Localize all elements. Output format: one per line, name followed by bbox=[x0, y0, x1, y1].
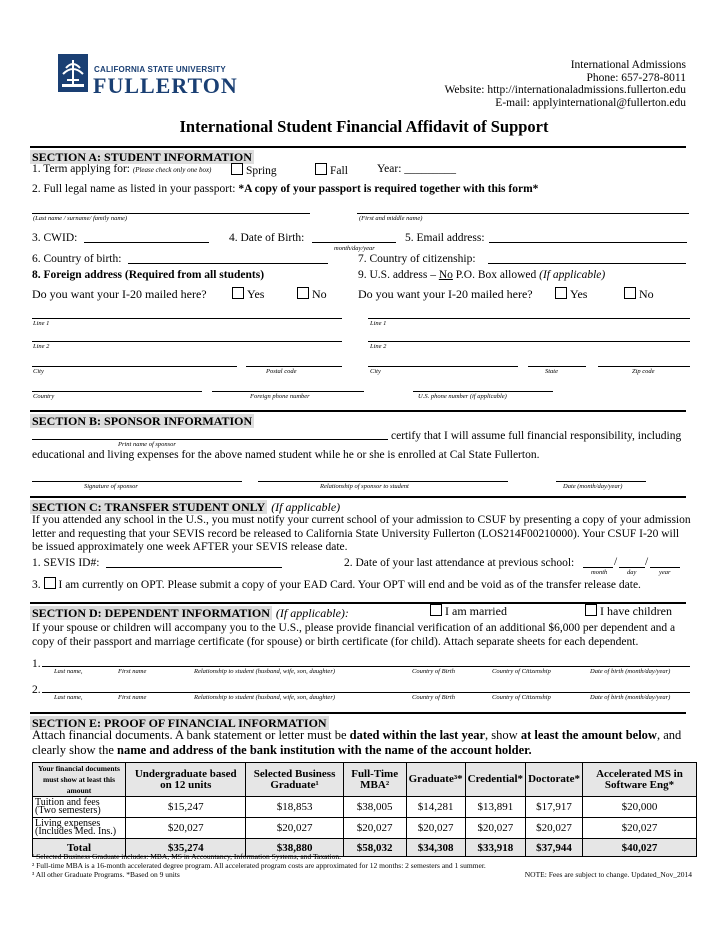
term-label: 1. Term applying for: bbox=[32, 163, 130, 175]
dep2-citizenship-caption: Country of Citizenship bbox=[492, 694, 551, 701]
dependent-2-number: 2. bbox=[32, 684, 41, 696]
sevis-line[interactable] bbox=[106, 567, 282, 568]
date-slash-1: / bbox=[614, 556, 618, 568]
last-name-caption: (Last name / surname/ family name) bbox=[33, 215, 128, 222]
us-no-label: No bbox=[639, 287, 654, 301]
foreign-address-label: 8. Foreign address (Required from all students) bbox=[32, 269, 265, 281]
us-phone-caption: U.S. phone number (if applicable) bbox=[418, 393, 507, 400]
us-address-no: No bbox=[438, 269, 453, 281]
spring-option[interactable] bbox=[231, 163, 277, 177]
us-phone-line[interactable] bbox=[413, 391, 553, 392]
fin-text-7: name and address of the bank institution with the name of the account holder. bbox=[117, 743, 532, 757]
table-cell: $14,281 bbox=[406, 797, 465, 818]
foreign-city-caption: City bbox=[33, 368, 44, 375]
contact-block bbox=[445, 59, 687, 109]
dependent-paragraph: If your spouse or children will accompany you to the U.S., please provide financial verification of an additional $6,000 per dependent and a copy of their passport and marriage certificate (for spouse) or birth certificate (for child). Attach separate sheets for each dependent. bbox=[32, 622, 676, 648]
fall-option[interactable] bbox=[315, 163, 348, 177]
opt-checkbox[interactable] bbox=[44, 577, 56, 589]
foreign-phone-line[interactable] bbox=[212, 391, 364, 392]
last-attendance-day-line[interactable] bbox=[619, 567, 645, 568]
us-i20-question: Do you want your I-20 mailed here? bbox=[358, 287, 533, 301]
foreign-phone-caption: Foreign phone number bbox=[250, 393, 310, 400]
us-line1-caption: Line 1 bbox=[370, 320, 387, 327]
sponsor-name-caption: Print name of sponsor bbox=[118, 441, 176, 448]
section-b-header bbox=[30, 410, 686, 427]
last-name-line[interactable] bbox=[32, 213, 310, 214]
university-logo bbox=[58, 54, 248, 96]
foreign-city-line[interactable] bbox=[32, 366, 237, 367]
dependent-1-line[interactable] bbox=[42, 666, 690, 667]
table-header: Full-Time MBA² bbox=[343, 763, 406, 797]
table-cell: $13,891 bbox=[465, 797, 525, 818]
country-birth-label: 6. Country of birth: bbox=[32, 253, 122, 265]
dep2-dob-caption: Date of birth (month/day/year) bbox=[590, 694, 671, 701]
dep2-first-caption: First name bbox=[118, 694, 147, 701]
children-option[interactable] bbox=[585, 604, 672, 619]
section-c-header bbox=[30, 496, 686, 513]
footnote-2: ² Full-time MBA is a 16-month accelerated degree program. All accelerated program costs are approximated for 12 months: 2 semesters and 1 summer. bbox=[32, 861, 486, 870]
dependent-1-number: 1. bbox=[32, 658, 41, 670]
opt-number: 3. bbox=[32, 579, 41, 591]
dob-caption: month/day/year bbox=[334, 245, 375, 252]
term-note: (Please check only one box) bbox=[132, 166, 212, 174]
date-slash-2: / bbox=[645, 556, 649, 568]
first-name-line[interactable] bbox=[357, 213, 689, 214]
us-address-prefix: 9. U.S. address – bbox=[358, 269, 436, 281]
section-d-title: SECTION D: DEPENDENT INFORMATION bbox=[32, 606, 270, 620]
foreign-country-line[interactable] bbox=[32, 391, 202, 392]
passport-note: *A copy of your passport is required together with this form* bbox=[238, 183, 539, 195]
opt-row[interactable] bbox=[32, 577, 641, 591]
table-cell: $18,853 bbox=[246, 797, 343, 818]
section-b-title: SECTION B: SPONSOR INFORMATION bbox=[32, 414, 253, 428]
table-cell: $38,005 bbox=[343, 797, 406, 818]
dep2-relationship-caption: Relationship to student (husband, wife, son, daughter) bbox=[194, 694, 336, 701]
citizenship-line[interactable] bbox=[488, 263, 686, 264]
financial-instructions bbox=[32, 728, 698, 758]
fin-text-2: dated within the last year bbox=[349, 728, 486, 742]
us-line2-caption: Line 2 bbox=[370, 343, 387, 350]
day-caption: day bbox=[627, 569, 637, 576]
foreign-line2-caption: Line 2 bbox=[33, 343, 50, 350]
dependent-2-line[interactable] bbox=[42, 692, 690, 693]
sponsor-date-line[interactable] bbox=[556, 481, 646, 482]
foreign-line2[interactable] bbox=[32, 341, 342, 342]
us-no-checkbox[interactable] bbox=[624, 287, 636, 299]
dob-line[interactable] bbox=[312, 242, 396, 243]
table-header: Selected Business Graduate¹ bbox=[246, 763, 343, 797]
sponsor-signature-line[interactable] bbox=[32, 481, 242, 482]
foreign-no-checkbox[interactable] bbox=[297, 287, 309, 299]
foreign-no-option[interactable] bbox=[297, 287, 327, 302]
table-cell: $20,027 bbox=[526, 818, 583, 839]
children-checkbox[interactable] bbox=[585, 604, 597, 616]
sponsor-relationship-line[interactable] bbox=[258, 481, 508, 482]
sevis-label: 1. SEVIS ID#: bbox=[32, 557, 100, 569]
email-line[interactable] bbox=[489, 242, 687, 243]
contact-office: International Admissions bbox=[570, 59, 686, 71]
fin-text-4: at least the amount bbox=[520, 728, 623, 742]
foreign-yes-option[interactable] bbox=[232, 287, 264, 302]
dep1-first-caption: First name bbox=[118, 668, 147, 675]
dep2-last-caption: Last name, bbox=[54, 694, 83, 701]
section-c-note: (If applicable) bbox=[271, 500, 341, 514]
us-zip-line[interactable] bbox=[598, 366, 690, 367]
foreign-line1[interactable] bbox=[32, 318, 342, 319]
table-cell: $20,027 bbox=[246, 818, 343, 839]
foreign-no-label: No bbox=[312, 287, 327, 301]
section-e-header bbox=[30, 712, 686, 729]
sponsor-signature-caption: Signature of sponsor bbox=[84, 483, 138, 490]
foreign-yes-label: Yes bbox=[247, 287, 265, 301]
year-caption: year bbox=[659, 569, 671, 576]
fall-checkbox[interactable] bbox=[315, 163, 327, 175]
month-caption: month bbox=[591, 569, 608, 576]
us-line2[interactable] bbox=[368, 341, 690, 342]
dep1-birth-country-caption: Country of Birth bbox=[412, 668, 455, 675]
table-cell: $20,027 bbox=[406, 818, 465, 839]
dep1-dob-caption: Date of birth (month/day/year) bbox=[590, 668, 671, 675]
married-checkbox[interactable] bbox=[430, 604, 442, 616]
footnote-3: ³ All other Graduate Programs. *Based on 9 units bbox=[32, 870, 180, 879]
contact-email[interactable]: E-mail: applyinternational@fullerton.edu bbox=[495, 96, 686, 109]
logo-big-text: FULLERTON bbox=[93, 73, 238, 98]
dep1-last-caption: Last name, bbox=[54, 668, 83, 675]
table-header: Undergraduate based on 12 units bbox=[126, 763, 246, 797]
us-city-caption: City bbox=[370, 368, 381, 375]
fee-note: NOTE: Fees are subject to change. Updated_Nov_2014 bbox=[524, 870, 692, 879]
us-state-caption: State bbox=[545, 368, 558, 375]
table-cell: $20,027 bbox=[343, 818, 406, 839]
row-label: Total bbox=[33, 839, 126, 857]
page-title: International Student Financial Affidavit of Support bbox=[179, 117, 549, 136]
table-cell: $35,274 bbox=[126, 839, 246, 857]
cwid-line[interactable] bbox=[84, 242, 209, 243]
us-address-label bbox=[358, 269, 605, 281]
section-a-header bbox=[30, 146, 686, 163]
transfer-paragraph: If you attended any school in the U.S., you must notify your current school of your admission to CSUF by presenting a copy of your admission letter and requesting that your SEVIS record be released to California State University Fullerton (LOS214F00210000). Your CSUF I-20 will be issued approximately one week AFTER your SEVIS release date. bbox=[32, 514, 691, 553]
table-cell: $17,917 bbox=[526, 797, 583, 818]
table-cell: $40,027 bbox=[582, 839, 696, 857]
fin-text-1: Attach financial documents. A bank statement or letter must be bbox=[32, 728, 347, 742]
citizenship-label: 7. Country of citizenship: bbox=[358, 253, 476, 265]
spring-checkbox[interactable] bbox=[231, 163, 243, 175]
sponsor-date-caption: Date (month/day/year) bbox=[563, 483, 623, 490]
last-attendance-month-line[interactable] bbox=[583, 567, 613, 568]
us-state-line[interactable] bbox=[528, 366, 586, 367]
married-label: I am married bbox=[445, 604, 507, 618]
dep1-citizenship-caption: Country of Citizenship bbox=[492, 668, 551, 675]
year-field[interactable]: Year: _________ bbox=[377, 163, 457, 175]
table-row bbox=[33, 818, 697, 839]
country-birth-line[interactable] bbox=[128, 263, 328, 264]
foreign-i20-question: Do you want your I-20 mailed here? bbox=[32, 287, 207, 301]
contact-website[interactable]: Website: http://internationaladmissions.fullerton.edu bbox=[444, 84, 686, 96]
table-cell: $20,027 bbox=[582, 818, 696, 839]
dob-label: 4. Date of Birth: bbox=[229, 232, 305, 244]
table-cell: $33,918 bbox=[465, 839, 525, 857]
last-attendance-year-line[interactable] bbox=[650, 567, 680, 568]
footnote-1: ¹ Selected Business Graduate includes: MBA, MS in Accountancy, Information Systems, and Taxation. bbox=[32, 852, 341, 861]
us-yes-option[interactable] bbox=[555, 287, 587, 302]
fountain-icon bbox=[58, 54, 88, 92]
table-cell: $37,944 bbox=[526, 839, 583, 857]
opt-label: I am currently on OPT. Please submit a copy of your EAD Card. Your OPT will end and be void as of the transfer release date. bbox=[58, 579, 641, 591]
table-header: Credential* bbox=[465, 763, 525, 797]
children-label: I have children bbox=[600, 604, 672, 618]
table-cell: $34,308 bbox=[406, 839, 465, 857]
table-cell: $58,032 bbox=[343, 839, 406, 857]
cwid-label: 3. CWID: bbox=[32, 232, 78, 244]
contact-phone: Phone: 657-278-8011 bbox=[586, 71, 686, 84]
us-line1[interactable] bbox=[368, 318, 690, 319]
sponsor-certify-text: certify that I will assume full financial responsibility, including bbox=[391, 430, 682, 442]
fall-label: Fall bbox=[330, 165, 348, 177]
foreign-yes-checkbox[interactable] bbox=[232, 287, 244, 299]
table-header-row bbox=[33, 763, 697, 797]
financial-table bbox=[32, 762, 697, 857]
fin-text-6: , and clearly show the bbox=[32, 728, 682, 757]
row-label: Tuition and fees (Two semesters) bbox=[33, 797, 126, 818]
married-option[interactable] bbox=[430, 604, 507, 619]
table-header: Your financial documents must show at least this amount bbox=[33, 763, 126, 797]
last-attendance-label: 2. Date of your last attendance at previous school: bbox=[344, 557, 575, 569]
foreign-line1-caption: Line 1 bbox=[33, 320, 50, 327]
table-header: Accelerated MS in Software Eng* bbox=[582, 763, 696, 797]
us-address-note: (If applicable) bbox=[539, 269, 606, 281]
foreign-postal-line[interactable] bbox=[246, 366, 342, 367]
section-a-title: SECTION A: STUDENT INFORMATION bbox=[32, 150, 252, 164]
us-city-line[interactable] bbox=[368, 366, 518, 367]
table-cell: $15,247 bbox=[126, 797, 246, 818]
section-e-title: SECTION E: PROOF OF FINANCIAL INFORMATION bbox=[32, 716, 327, 730]
us-zip-caption: Zip code bbox=[632, 368, 655, 375]
fin-text-5: below bbox=[625, 728, 657, 742]
foreign-country-caption: Country bbox=[33, 393, 55, 400]
table-header: Doctorate* bbox=[526, 763, 583, 797]
term-row bbox=[32, 163, 211, 175]
foreign-postal-caption: Postal code bbox=[266, 368, 297, 375]
table-cell: $38,880 bbox=[246, 839, 343, 857]
sponsor-certify-text-2: educational and living expenses for the above named student while he or she is enrolled at Cal State Fullerton. bbox=[32, 449, 540, 461]
section-d-note: (If applicable): bbox=[275, 606, 349, 620]
first-name-caption: (First and middle name) bbox=[359, 215, 423, 222]
spring-label: Spring bbox=[246, 165, 277, 177]
section-c-title: SECTION C: TRANSFER STUDENT ONLY bbox=[32, 500, 266, 514]
logo-small-text: CALIFORNIA STATE UNIVERSITY bbox=[94, 65, 226, 74]
dep1-relationship-caption: Relationship to student (husband, wife, son, daughter) bbox=[194, 668, 336, 675]
email-label: 5. Email address: bbox=[405, 232, 485, 244]
fin-text-3: , show bbox=[485, 728, 518, 742]
us-address-po: P.O. Box allowed bbox=[455, 269, 537, 281]
sponsor-name-line[interactable] bbox=[32, 439, 388, 440]
table-header: Graduate³* bbox=[406, 763, 465, 797]
legal-name-label: 2. Full legal name as listed in your passport: bbox=[32, 183, 236, 195]
table-cell: $20,000 bbox=[582, 797, 696, 818]
table-row bbox=[33, 797, 697, 818]
legal-name-row bbox=[32, 183, 538, 195]
us-yes-checkbox[interactable] bbox=[555, 287, 567, 299]
us-no-option[interactable] bbox=[624, 287, 654, 302]
row-label: Living expenses (Includes Med. Ins.) bbox=[33, 818, 126, 839]
table-cell: $20,027 bbox=[465, 818, 525, 839]
sponsor-relationship-caption: Relationship of sponsor to student bbox=[320, 483, 409, 490]
table-cell: $20,027 bbox=[126, 818, 246, 839]
dep2-birth-country-caption: Country of Birth bbox=[412, 694, 455, 701]
us-yes-label: Yes bbox=[570, 287, 588, 301]
